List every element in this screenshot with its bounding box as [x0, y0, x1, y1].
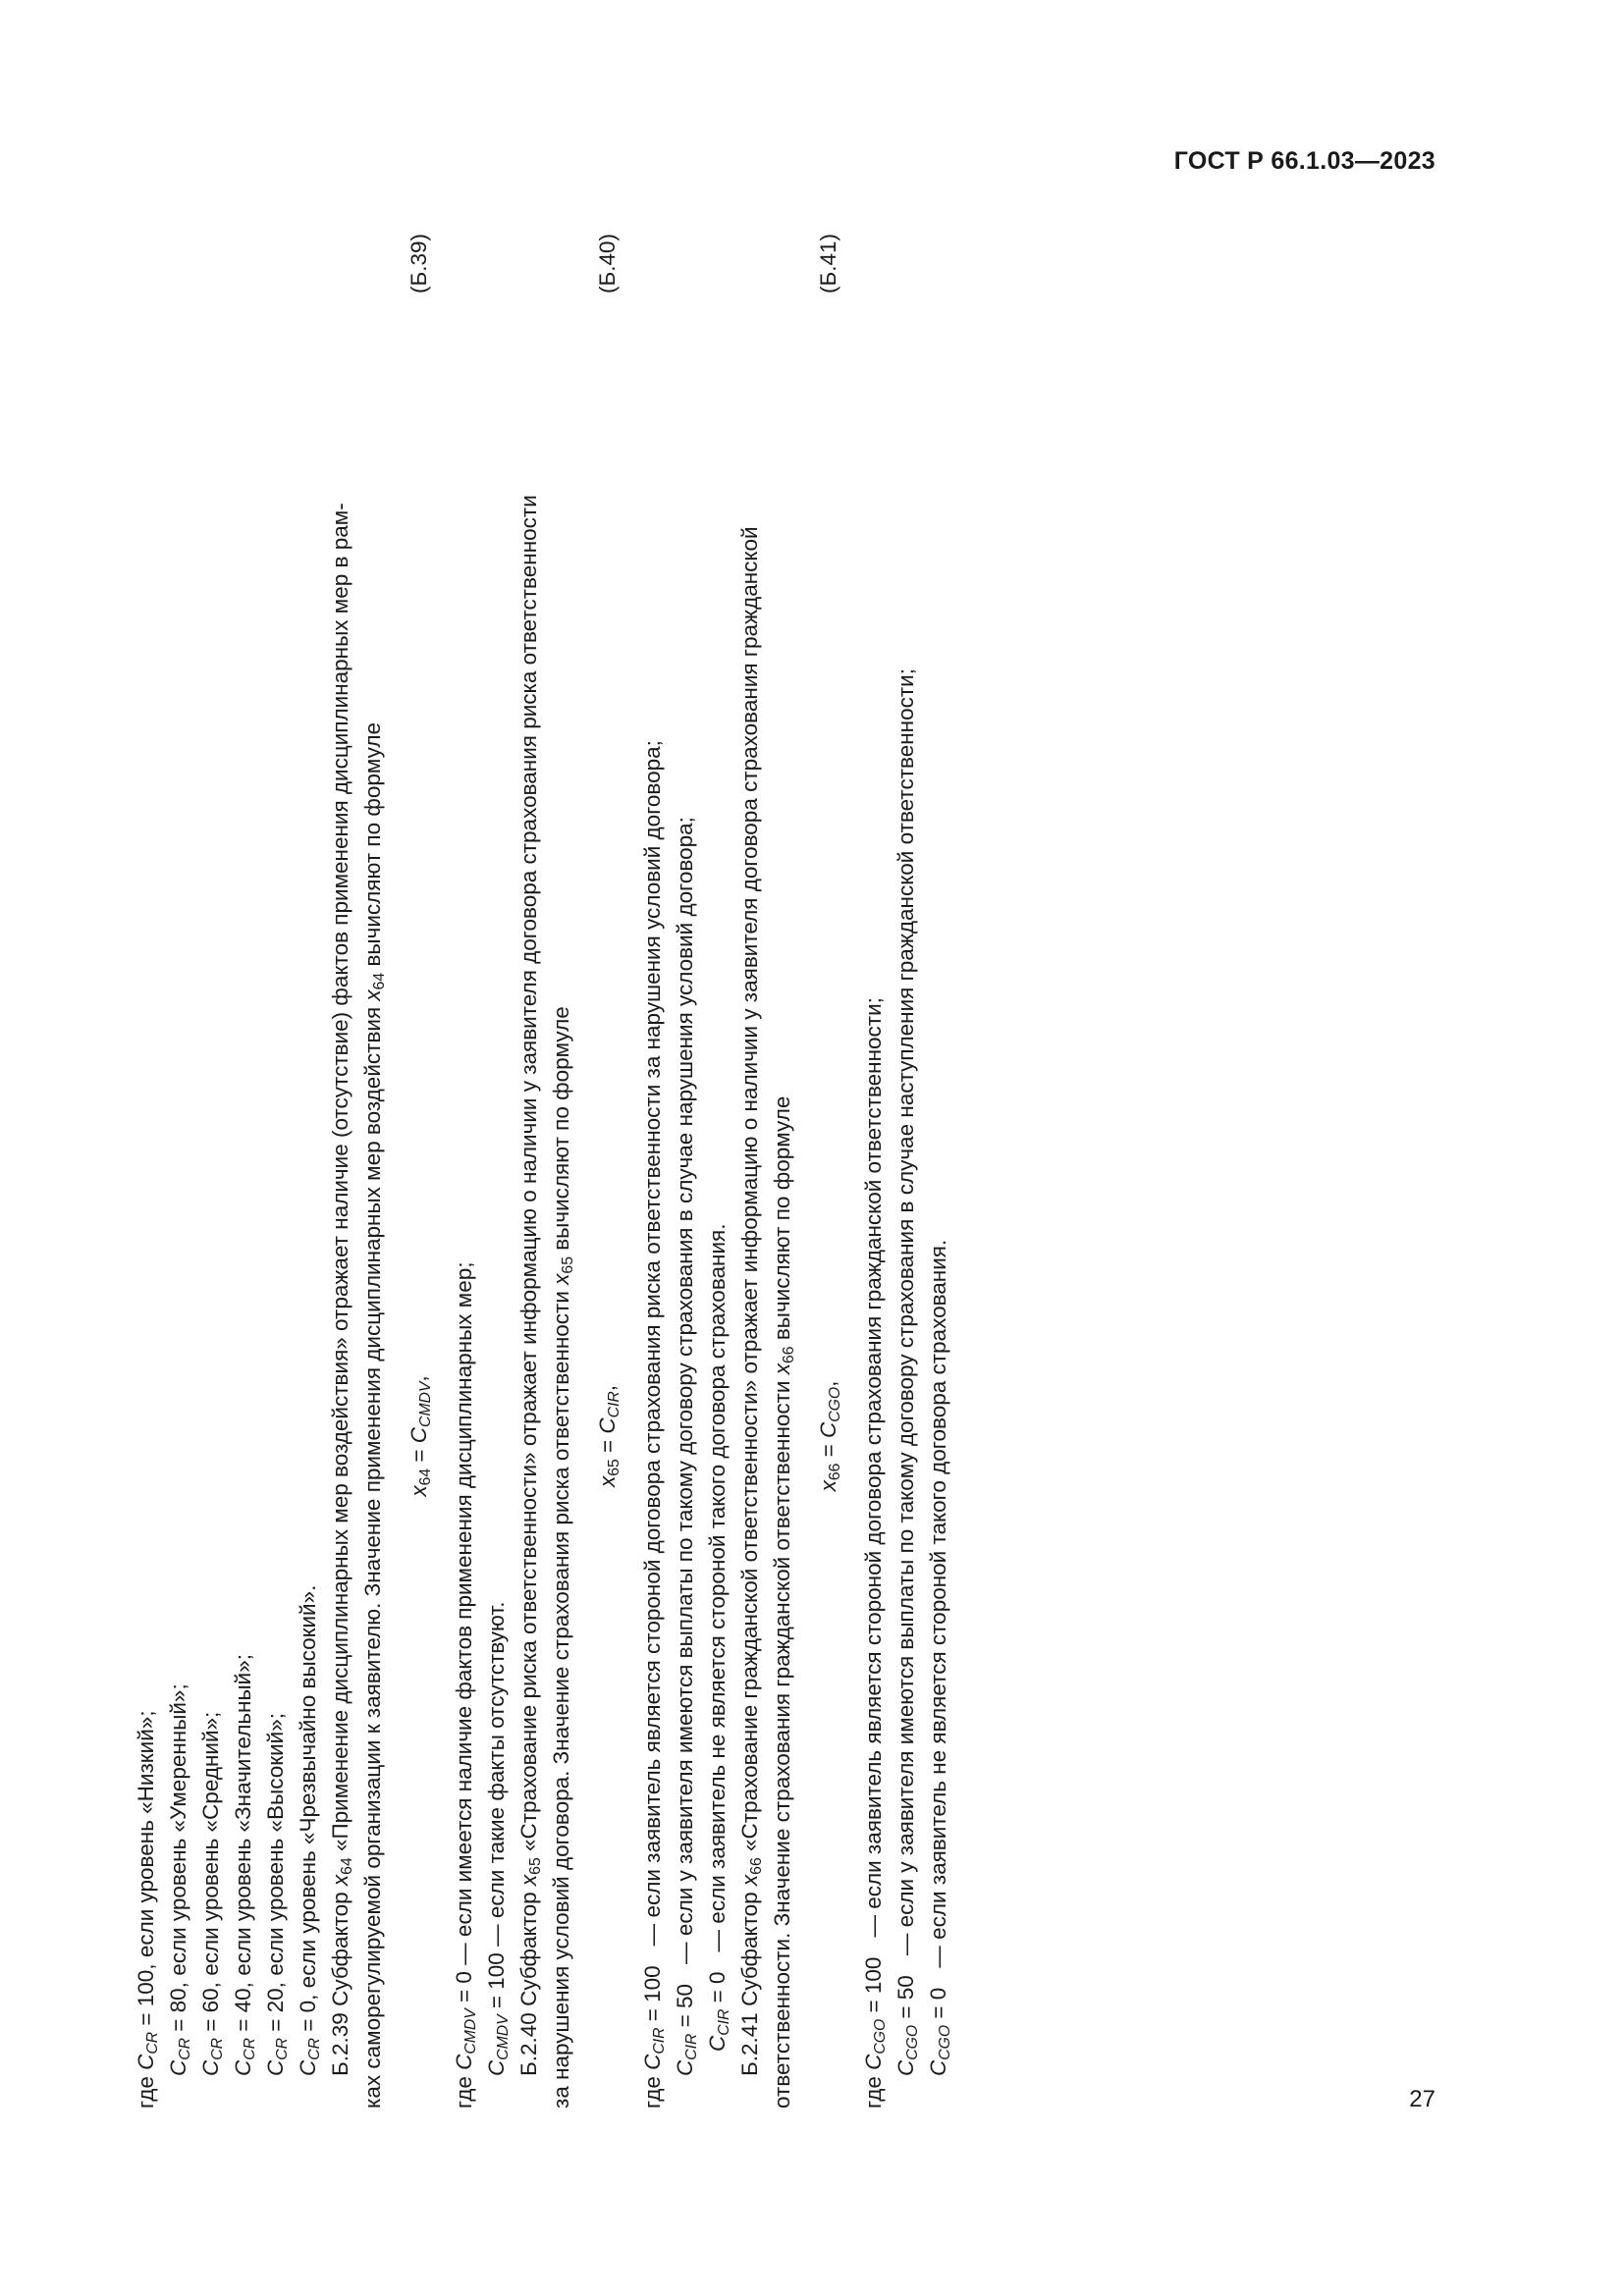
section-b240-text: Б.2.40 Субфактор $x_{65}$ «Страхование риска ответственности» отражает информацию о наличии у заявителя договора страхования риска ответственности — [516, 495, 544, 2076]
formula-b40: $x_{65} = C_{CIR}$, (Б.40) — [577, 234, 636, 2109]
cr-item: $C_{CR} = 20$, если уровень «Высокий»; — [263, 1713, 291, 2076]
rotated-content — [130, 234, 974, 2109]
page-number: 27 — [1409, 2086, 1435, 2112]
cr-item: $C_{CR} = 80$, если уровень «Умеренный»; — [166, 1683, 193, 2076]
formula-number: (Б.40) — [595, 234, 620, 294]
cr-item: $C_{CR} = 40$, если уровень «Значительный»; — [231, 1654, 258, 2076]
formula-b39: $x_{64} = C_{CMDV}$, (Б.39) — [389, 234, 448, 2109]
section-b240-text: за нарушения условий договора. Значение страхования риска ответственности $x_{65}$ вычисляют по формуле — [549, 1006, 576, 2109]
section-b239-text: Б.2.39 Субфактор $x_{64}$ «Применение дисциплинарных мер воздействия» отражает наличие (отсутствие) фактов применения дисциплинарных мер в рам- — [328, 503, 355, 2076]
where-item: $C_{CMDV} = 100$ — если такие факты отсутствуют. — [484, 1601, 512, 2076]
cr-item: $C_{CR} = 60$, если уровень «Средний»; — [198, 1711, 226, 2076]
where-item: где $C_{CIR}$ = 100— если заявитель является стороной договора страхования риска ответственности за нарушения условий договора; — [640, 740, 668, 2109]
section-b241-text: Б.2.41 Субфактор $x_{66}$ «Страхование гражданской ответственности» отражает информацию о наличии у заявителя договора страхования гражданской — [737, 526, 765, 2076]
cr-item: $C_{CR} = 0$, если уровень «Чрезвычайно высокий». — [296, 1584, 323, 2076]
where-item: где $C_{CMDV} = 0$ — если имеется наличие фактов применения дисциплинарных мер; — [452, 1261, 479, 2109]
where-item: где $C_{CGO}$ = 100— если заявитель является стороной договора страхования гражданской ответственности; — [861, 997, 889, 2109]
section-b239-text: ках саморегулируемой организации к заявителю. Значение применения дисциплинарных мер воздействия $x_{64}$ вычисляют по формуле — [360, 722, 388, 2109]
cr-item: где $C_{CR} = 100$, если уровень «Низкий»; — [134, 1710, 161, 2109]
formula-b41: $x_{66} = C_{CGO}$, (Б.41) — [798, 234, 857, 2109]
where-item: $C_{CIR}$ = 0— если заявитель не является стороной такого договора страхования. — [705, 1223, 732, 2052]
formula-number: (Б.39) — [406, 234, 431, 294]
formula-number: (Б.41) — [816, 234, 840, 294]
where-item: $C_{CGO}$ = 50— если у заявителя имеются выплаты по такому договору страхования в случае наступления гражданской ответственности; — [893, 668, 921, 2076]
section-b241-text: ответственности. Значение страхования гражданской ответственности $x_{66}$ вычисляют по формуле — [770, 1095, 797, 2109]
where-item: $C_{CIR}$ = 50— если у заявителя имеются выплаты по такому договору страхования в случае нарушения условий договора; — [673, 817, 700, 2076]
where-item: $C_{CGO}$ = 0— если заявитель не является стороной такого договора страхования. — [926, 1239, 953, 2076]
document-code: ГОСТ Р 66.1.03—2023 — [1173, 147, 1435, 175]
